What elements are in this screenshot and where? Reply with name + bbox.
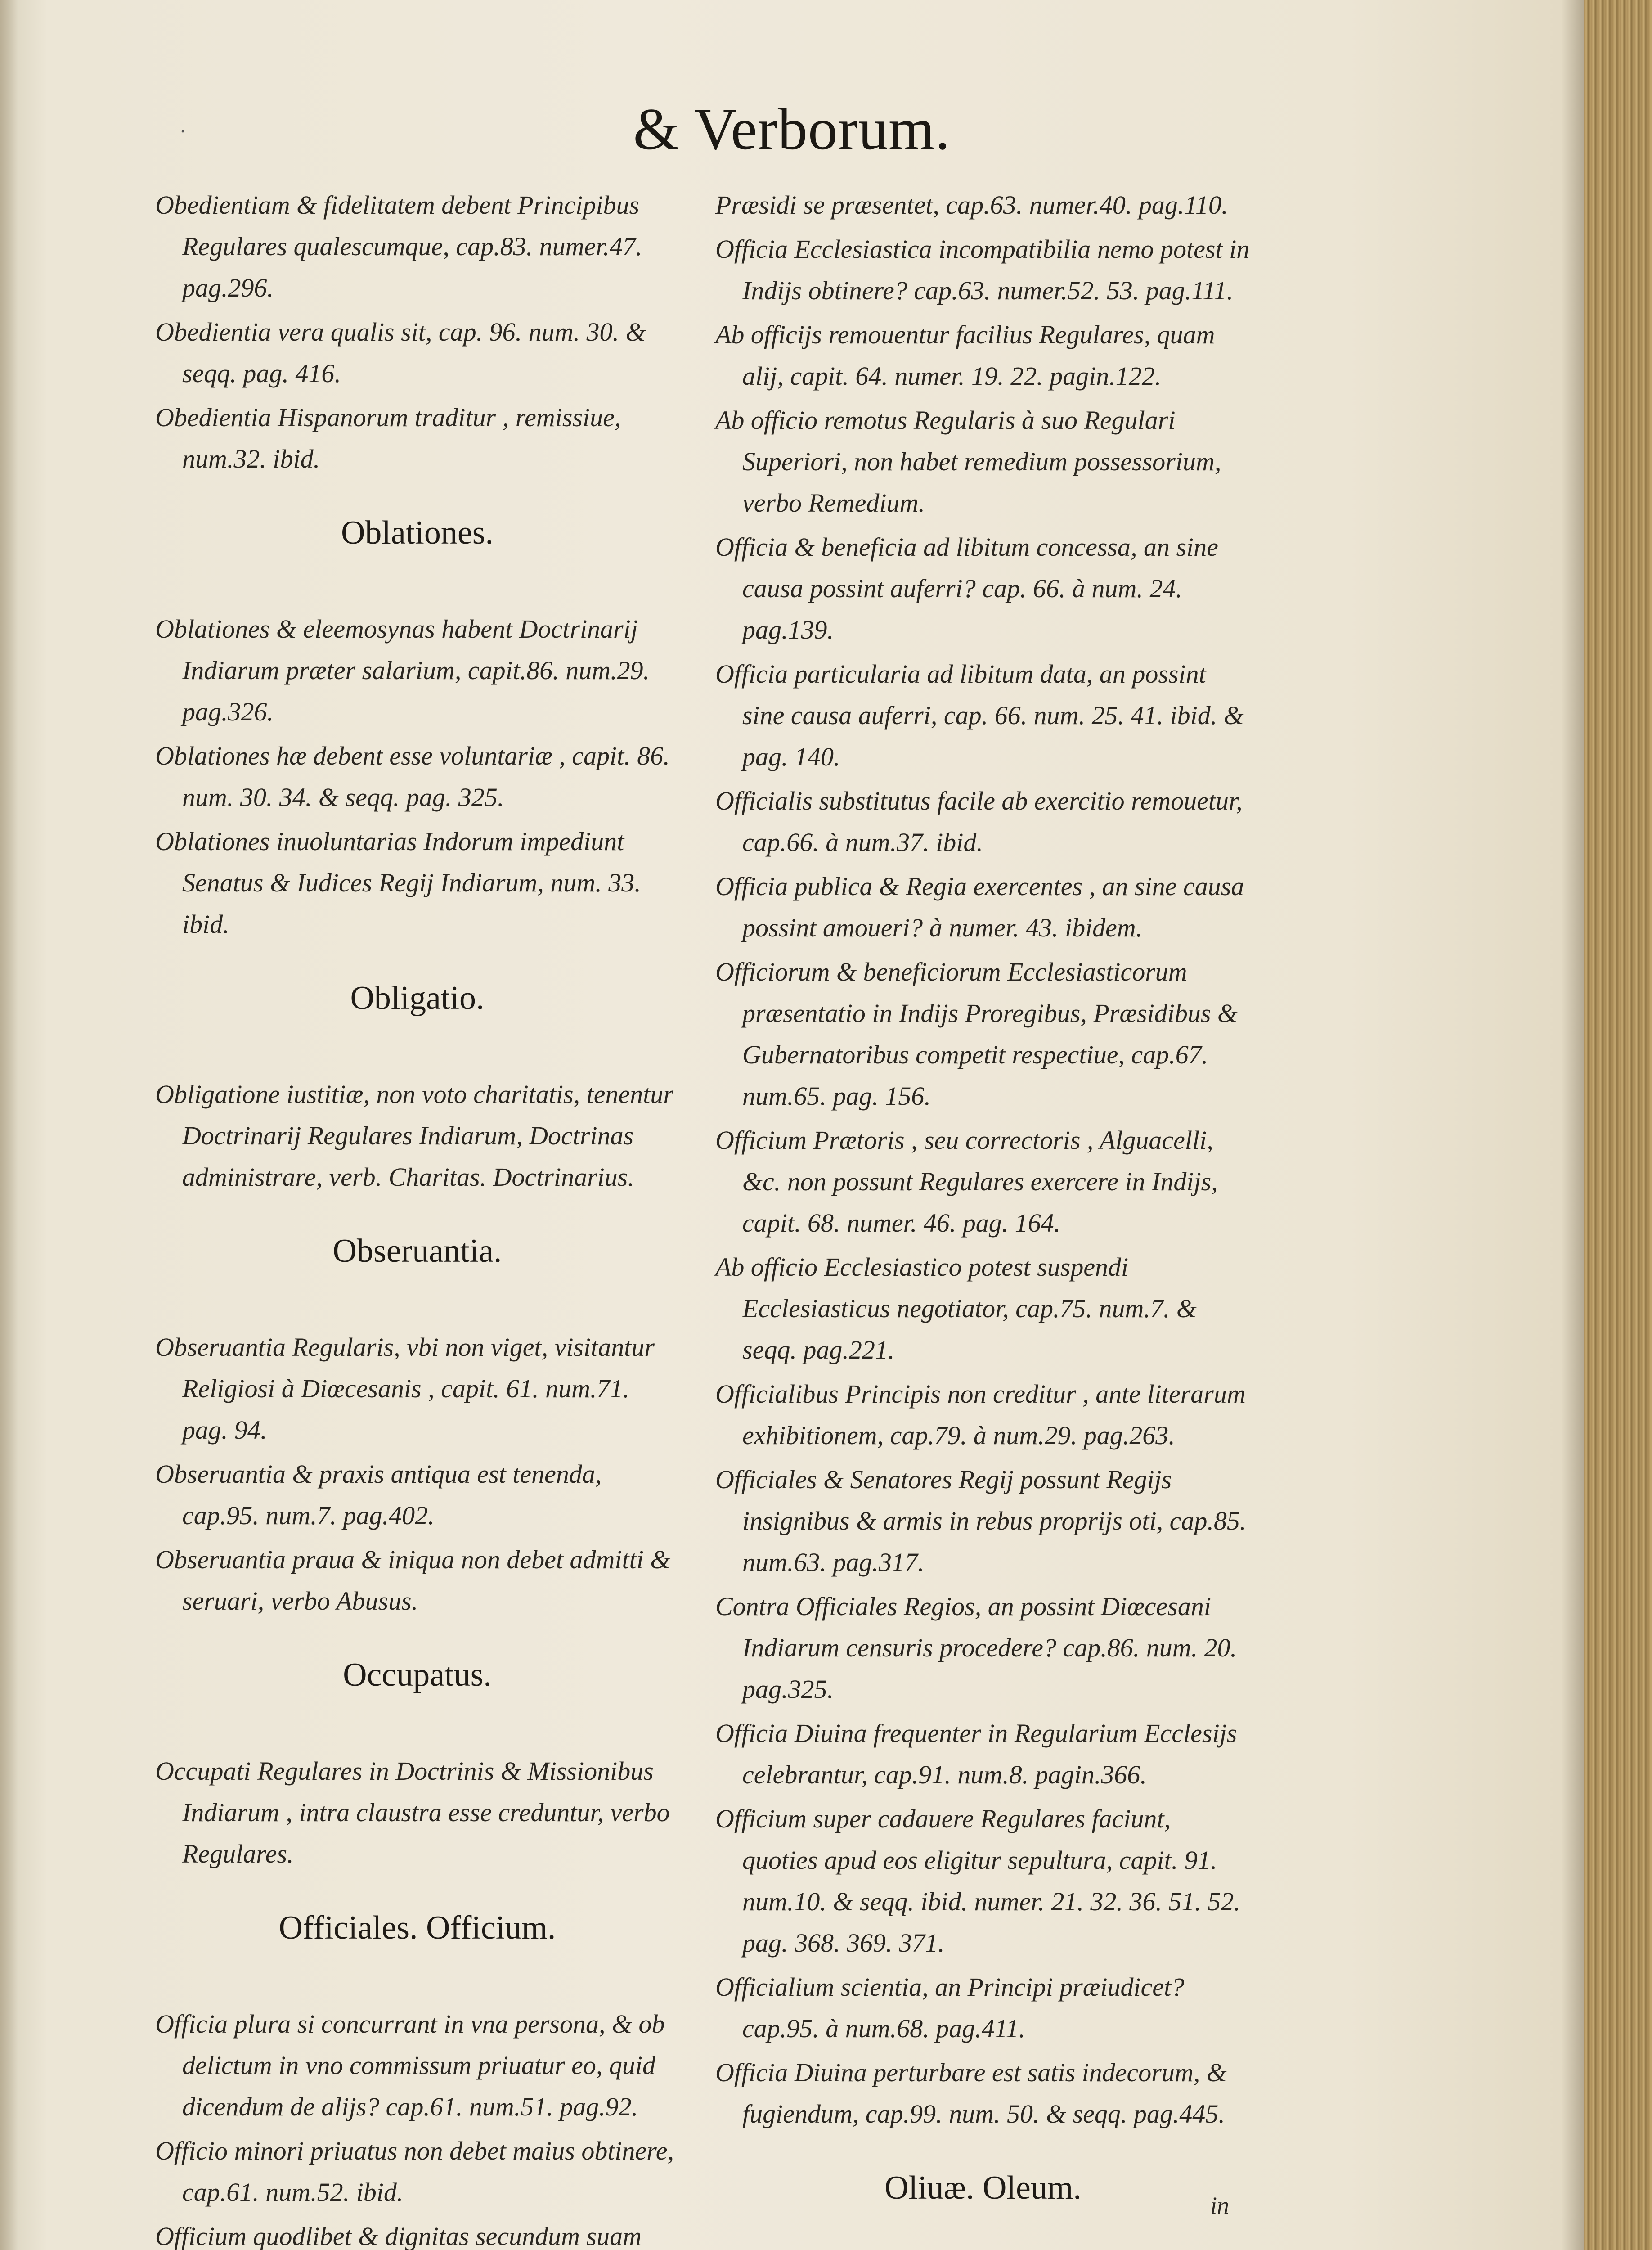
index-entry: Officia particularia ad libitum data, an possint sine causa auferri, cap. 66. num. 25. 41. ibid. & pag. 140. [715, 659, 1244, 771]
index-entry: Oblationes hæ debent esse voluntariæ , capit. 86. num. 30. 34. & seqq. pag. 325. [155, 741, 670, 812]
index-entry: Officia & beneficia ad libitum concessa, an sine causa possint auferri? cap. 66. à num. 24. pag.139. [715, 532, 1218, 644]
section-heading: Obseruantia. [332, 1233, 502, 1269]
section-heading: Obligatio. [350, 980, 485, 1017]
index-entry: Oblationes & eleemosynas habent Doctrinarij Indiarum præter salarium, capit.86. num.29. pag.326. [155, 614, 650, 726]
index-entry: Obedientiam & fidelitatem debent Principibus Regulares qualescumque, cap.83. numer.47. pag.296. [155, 190, 642, 302]
index-entry: Præsidi se præsentet, cap.63. numer.40. pag.110. [715, 190, 1228, 220]
catchword: in [1210, 2192, 1230, 2219]
index-entry: Obseruantia Regularis, vbi non viget, visitantur Religiosi à Diœcesanis , capit. 61. num.71. pag. 94. [155, 1332, 655, 1444]
index-entry: Officium super cadauere Regulares faciunt, quoties apud eos eligitur sepultura, capit. 91. num.10. & seqq. ibid. numer. 21. 32. 36. 51. 52. pag. 368. 369. 371. [715, 1804, 1240, 1958]
page-header: & Verborum. [633, 96, 951, 162]
index-entry: Officium Prætoris , seu correctoris , Alguacelli, &c. non possunt Regulares exercere in Indijs, capit. 68. numer. 46. pag. 164. [715, 1125, 1218, 1238]
page-gutter [0, 0, 18, 2250]
index-entry: Obseruantia & praxis antiqua est tenenda, cap.95. num.7. pag.402. [155, 1459, 602, 1530]
index-entry: Officia Ecclesiastica incompatibilia nemo potest in Indijs obtinere? cap.63. numer.52. 53. pag.111. [715, 234, 1250, 305]
index-entry: Officio minori priuatus non debet maius obtinere, cap.61. num.52. ibid. [155, 2136, 674, 2207]
index-entry: Officium quodlibet & dignitas secundum suam [155, 2222, 642, 2250]
index-entry: Ab officijs remouentur facilius Regulares, quam alij, capit. 64. numer. 19. 22. pagin.122. [715, 320, 1215, 391]
index-entry: Officialium scientia, an Principi præiudicet? cap.95. à num.68. pag.411. [715, 1972, 1185, 2043]
index-entry: Officia Diuina frequenter in Regularium Ecclesijs celebrantur, cap.91. num.8. pagin.366. [715, 1719, 1237, 1789]
index-entry: Officia publica & Regia exercentes , an sine causa possint amoueri? à numer. 43. ibidem. [715, 872, 1244, 942]
section-heading: Oblationes. [341, 514, 494, 551]
index-entry: Officia Diuina perturbare est satis indecorum, & fugiendum, cap.99. num. 50. & seqq. pag.445. [715, 2058, 1227, 2128]
section-heading: Occupatus. [343, 1656, 492, 1693]
index-entry: Occupati Regulares in Doctrinis & Missionibus Indiarum , intra claustra esse creduntur, verbo Regulares. [155, 1756, 670, 1868]
index-entry: Officia plura si concurrant in vna persona, & ob delictum in vno commissum priuatur eo, quid dicendum de alijs? cap.61. num.51. pag.92. [155, 2009, 665, 2121]
index-entry: Ab officio remotus Regularis à suo Regulari Superiori, non habet remedium possessorium, verbo Remedium. [715, 405, 1221, 518]
index-entry: Officiorum & beneficiorum Ecclesiasticorum præsentatio in Indijs Proregibus, Præsidibus & Gubernatoribus competit respectiue, cap.67. num.65. pag. 156. [715, 957, 1238, 1111]
index-entry: Officialis substitutus facile ab exercitio remouetur, cap.66. à num.37. ibid. [715, 786, 1243, 857]
index-entry: Officiales & Senatores Regij possunt Regijs insignibus & armis in rebus proprijs oti, cap.85. num.63. pag.317. [715, 1465, 1247, 1577]
section-heading: Oliuæ. Oleum. [884, 2169, 1082, 2206]
book-fore-edge [1584, 0, 1652, 2250]
stray-mark: · [180, 122, 186, 142]
index-entry: Officialibus Principis non creditur , ante literarum exhibitionem, cap.79. à num.29. pag.263. [715, 1379, 1246, 1450]
section-heading: Officiales. Officium. [278, 1909, 556, 1946]
index-entry: Oblationes inuoluntarias Indorum impediunt Senatus & Iudices Regij Indiarum, num. 33. ibid. [155, 827, 641, 939]
fore-edge-shadow [1561, 0, 1584, 2250]
index-entry: Ab officio Ecclesiastico potest suspendi Ecclesiasticus negotiator, cap.75. num.7. & seqq. pag.221. [715, 1252, 1197, 1364]
index-entry: Contra Officiales Regios, an possint Diœcesani Indiarum censuris procedere? cap.86. num. 20. pag.325. [715, 1592, 1237, 1704]
index-entry: Obedientia Hispanorum traditur , remissiue, num.32. ibid. [155, 403, 621, 473]
index-entry: Obligatione iustitiæ, non voto charitatis, tenentur Doctrinarij Regulares Indiarum, Doctrinas administrare, verb. Charitas. Doctrinarius. [155, 1080, 673, 1192]
right-column [715, 184, 1251, 2250]
index-entry: Obedientia vera qualis sit, cap. 96. num. 30. & seqq. pag. 416. [155, 317, 646, 388]
left-column [155, 184, 679, 2250]
index-entry: Obseruantia praua & iniqua non debet admitti & seruari, verbo Abusus. [155, 1545, 671, 1616]
